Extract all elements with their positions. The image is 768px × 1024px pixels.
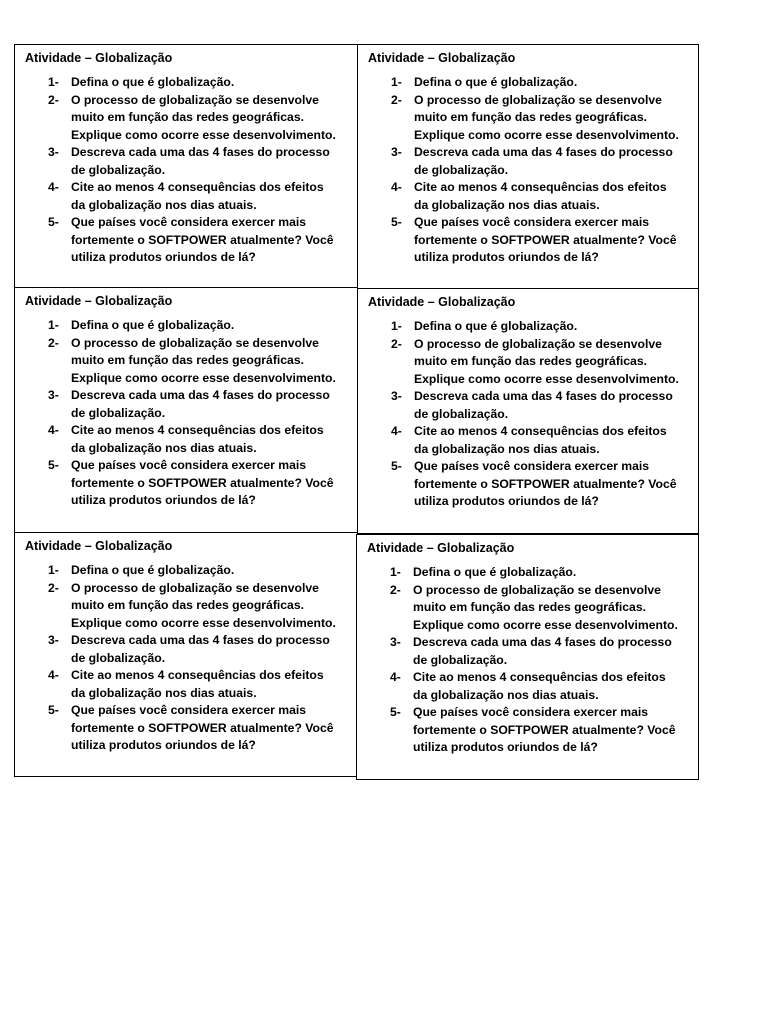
question-list [25, 317, 347, 510]
question-number: 4- [48, 423, 59, 437]
question-text: Cite ao menos 4 consequências dos efeitos da globalização nos dias atuais. [413, 670, 666, 702]
question-number: 1- [390, 565, 401, 579]
question-number: 2- [390, 582, 401, 597]
question-item [25, 387, 347, 422]
question-text: Defina o que é globalização. [414, 319, 578, 333]
question-text: O processo de globalização se desenvolve muito em função das redes geográficas. Explique como ocorre esse desenvolvimento. [71, 335, 336, 385]
question-item [25, 632, 347, 667]
question-number: 2- [48, 580, 59, 595]
question-list [367, 564, 688, 757]
question-text: Que países você considera exercer mais fortemente o SOFTPOWER atualmente? Você utiliza produtos oriundos de lá? [71, 703, 334, 752]
question-number: 1- [48, 563, 59, 577]
question-text: Descreva cada uma das 4 fases do processo de globalização. [71, 145, 330, 177]
activity-card [357, 44, 699, 289]
question-number: 5- [391, 215, 402, 229]
question-number: 5- [390, 705, 401, 719]
question-number: 1- [391, 319, 402, 333]
activity-card [356, 534, 699, 780]
question-number: 3- [391, 389, 402, 403]
question-number: 4- [48, 180, 59, 194]
question-item [25, 562, 347, 580]
question-item [367, 704, 688, 757]
question-text: O processo de globalização se desenvolve muito em função das redes geográficas. Explique como ocorre esse desenvolvimento. [413, 582, 678, 632]
question-text: Defina o que é globalização. [71, 318, 235, 332]
question-text: Que países você considera exercer mais fortemente o SOFTPOWER atualmente? Você utiliza produtos oriundos de lá? [414, 459, 677, 508]
question-item [368, 388, 688, 423]
question-text: Cite ao menos 4 consequências dos efeitos da globalização nos dias atuais. [414, 180, 667, 212]
question-text: Descreva cada uma das 4 fases do processo de globalização. [414, 389, 673, 421]
card-title: Atividade – Globalização [25, 51, 173, 65]
question-list [25, 562, 347, 755]
card-title: Atividade – Globalização [367, 541, 515, 555]
question-number: 2- [48, 335, 59, 350]
question-item [25, 74, 347, 92]
question-text: Defina o que é globalização. [414, 75, 578, 89]
card-title: Atividade – Globalização [25, 539, 173, 553]
question-number: 2- [48, 92, 59, 107]
question-text: Que países você considera exercer mais fortemente o SOFTPOWER atualmente? Você utiliza produtos oriundos de lá? [414, 215, 677, 264]
question-item [25, 144, 347, 179]
question-item [368, 92, 688, 145]
card-title: Atividade – Globalização [25, 294, 173, 308]
question-item [367, 634, 688, 669]
question-item [368, 336, 688, 389]
question-list [368, 318, 688, 511]
question-number: 3- [48, 388, 59, 402]
question-item [25, 179, 347, 214]
question-text: Que países você considera exercer mais fortemente o SOFTPOWER atualmente? Você utiliza produtos oriundos de lá? [71, 458, 334, 507]
question-item [368, 214, 688, 267]
question-number: 1- [48, 318, 59, 332]
question-text: Descreva cada uma das 4 fases do processo de globalização. [71, 633, 330, 665]
question-item [25, 92, 347, 145]
question-text: Descreva cada uma das 4 fases do processo de globalização. [414, 145, 673, 177]
question-list [368, 74, 688, 267]
question-item [25, 214, 347, 267]
question-number: 5- [48, 458, 59, 472]
activity-card [14, 44, 358, 288]
question-number: 1- [48, 75, 59, 89]
question-number: 4- [48, 668, 59, 682]
question-text: O processo de globalização se desenvolve muito em função das redes geográficas. Explique como ocorre esse desenvolvimento. [414, 92, 679, 142]
question-text: Defina o que é globalização. [71, 75, 235, 89]
question-text: O processo de globalização se desenvolve muito em função das redes geográficas. Explique como ocorre esse desenvolvimento. [414, 336, 679, 386]
card-title: Atividade – Globalização [368, 295, 516, 309]
activity-card [357, 288, 699, 534]
question-item [25, 580, 347, 633]
question-text: Cite ao menos 4 consequências dos efeitos da globalização nos dias atuais. [71, 180, 324, 212]
question-text: Descreva cada uma das 4 fases do processo de globalização. [71, 388, 330, 420]
question-item [368, 458, 688, 511]
card-title: Atividade – Globalização [368, 51, 516, 65]
question-number: 5- [48, 215, 59, 229]
question-number: 3- [391, 145, 402, 159]
question-number: 1- [391, 75, 402, 89]
question-number: 3- [390, 635, 401, 649]
question-list [25, 74, 347, 267]
question-item [25, 667, 347, 702]
question-number: 4- [390, 670, 401, 684]
question-text: Cite ao menos 4 consequências dos efeitos da globalização nos dias atuais. [71, 423, 324, 455]
question-number: 3- [48, 145, 59, 159]
question-text: Que países você considera exercer mais fortemente o SOFTPOWER atualmente? Você utiliza produtos oriundos de lá? [413, 705, 676, 754]
question-number: 5- [391, 459, 402, 473]
question-item [368, 423, 688, 458]
activity-card [14, 532, 358, 777]
question-item [367, 582, 688, 635]
question-number: 3- [48, 633, 59, 647]
question-text: Defina o que é globalização. [413, 565, 577, 579]
question-item [367, 564, 688, 582]
question-item [25, 457, 347, 510]
activity-card [14, 287, 358, 533]
question-item [367, 669, 688, 704]
question-item [368, 144, 688, 179]
question-text: Cite ao menos 4 consequências dos efeitos da globalização nos dias atuais. [414, 424, 667, 456]
question-item [368, 74, 688, 92]
question-text: Descreva cada uma das 4 fases do processo de globalização. [413, 635, 672, 667]
question-item [25, 702, 347, 755]
question-item [25, 422, 347, 457]
question-item [368, 179, 688, 214]
question-text: Que países você considera exercer mais fortemente o SOFTPOWER atualmente? Você utiliza produtos oriundos de lá? [71, 215, 334, 264]
question-number: 2- [391, 336, 402, 351]
question-text: O processo de globalização se desenvolve muito em função das redes geográficas. Explique como ocorre esse desenvolvimento. [71, 580, 336, 630]
question-item [25, 317, 347, 335]
question-text: O processo de globalização se desenvolve muito em função das redes geográficas. Explique como ocorre esse desenvolvimento. [71, 92, 336, 142]
question-item [25, 335, 347, 388]
question-number: 4- [391, 424, 402, 438]
question-number: 4- [391, 180, 402, 194]
question-item [368, 318, 688, 336]
question-number: 2- [391, 92, 402, 107]
question-text: Defina o que é globalização. [71, 563, 235, 577]
question-number: 5- [48, 703, 59, 717]
question-text: Cite ao menos 4 consequências dos efeitos da globalização nos dias atuais. [71, 668, 324, 700]
